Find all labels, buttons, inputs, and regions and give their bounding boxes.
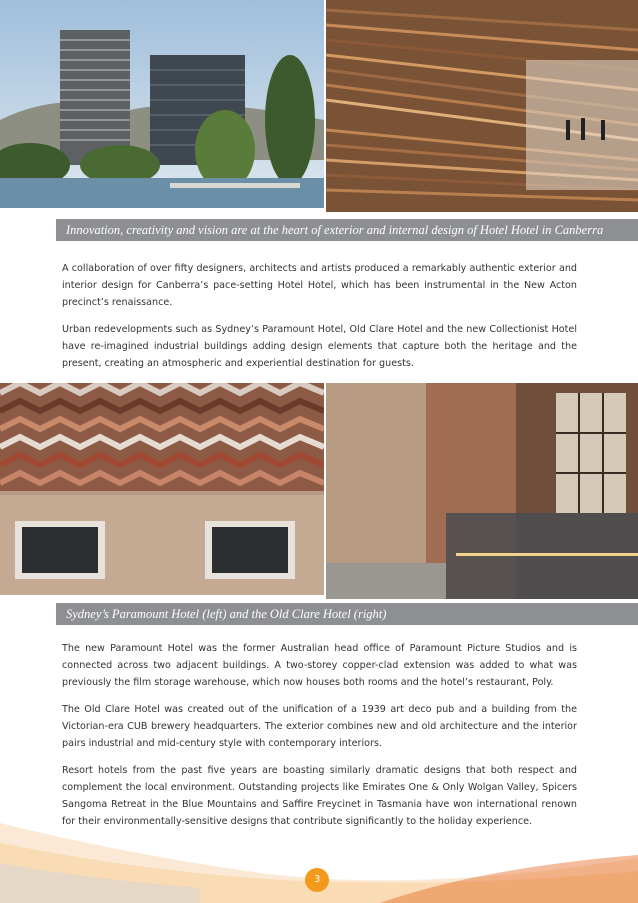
- old-clare-interior-photo: [326, 383, 638, 599]
- caption-sydney-hotels: Sydney’s Paramount Hotel (left) and the Old Clare Hotel (right): [56, 603, 638, 625]
- paragraph: Urban redevelopments such as Sydney’s Paramount Hotel, Old Clare Hotel and the new Collectionist Hotel have re-imagined industrial buildings adding design elements that capture both the heritage and the present, creating an atmospheric and experiential destination for guests.: [62, 324, 577, 369]
- paragraph: The new Paramount Hotel was the former Australian head office of Paramount Picture Studios and is connected across two adjacent buildings. A two-storey copper-clad extension was added to what was previously the film storage warehouse, which now houses both rooms and the hotel’s restaurant, Poly.: [62, 643, 577, 688]
- paramount-facade-photo: [0, 383, 324, 595]
- paragraph: Resort hotels from the past five years are boasting similarly dramatic designs that both respect and complement the local environment. Outstanding projects like Emirates One & Only Wolgan Valley, Spicers Sangoma Retreat in the Blue Mountains and Saffire Freycinet in Tasmania have won international renown for their environmentally-sensitive designs that contribute significantly to the holiday experience.: [62, 765, 577, 827]
- paragraph: The Old Clare Hotel was created out of the unification of a 1939 art deco pub and a building from the Victorian-era CUB brewery headquarters. The exterior combines new and old architecture and the interior pairs industrial and mid-century style with contemporary interiors.: [62, 704, 577, 749]
- caption-hotel-hotel: Innovation, creativity and vision are at the heart of exterior and internal design of Hotel Hotel in Canberra: [56, 219, 638, 241]
- hotel-interior-photo: [326, 0, 638, 212]
- hotel-exterior-photo: [0, 0, 324, 208]
- page-number: 3: [305, 868, 329, 892]
- paragraph: A collaboration of over fifty designers, architects and artists produced a remarkably authentic exterior and interior design for Canberra’s pace-setting Hotel Hotel, which has been instrumental in the New Acton precinct’s renaissance.: [62, 263, 577, 308]
